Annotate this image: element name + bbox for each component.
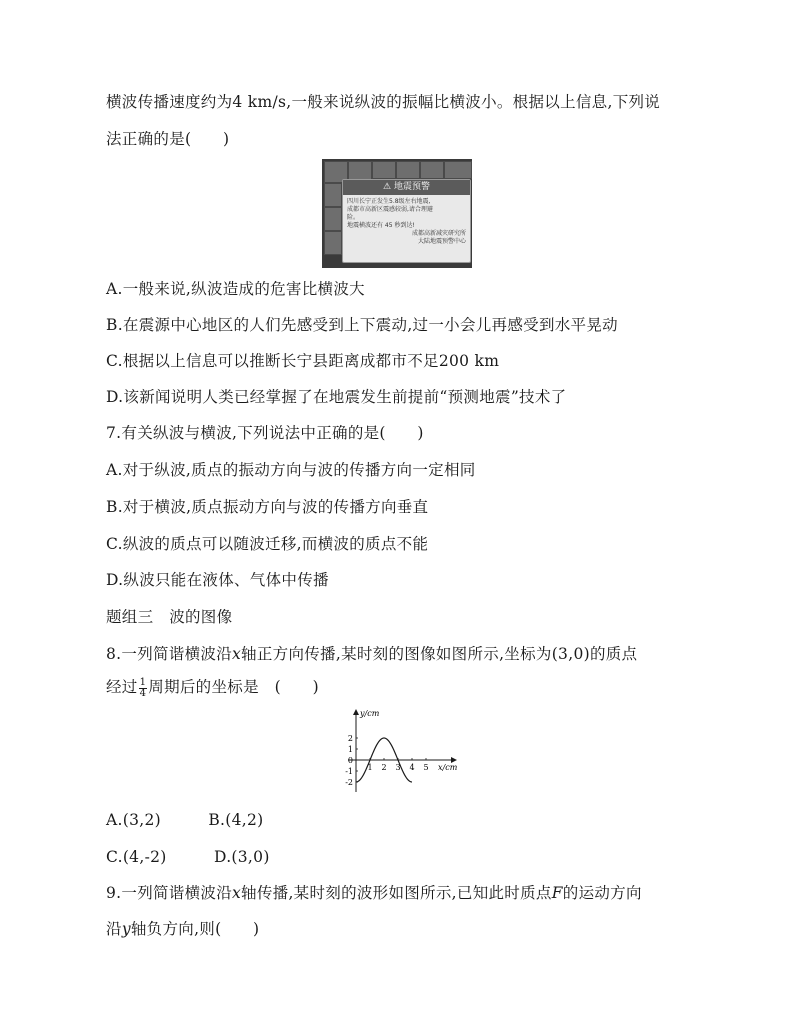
alert-org-line: 成都高新减灾研究所 bbox=[411, 230, 466, 237]
alert-org-line: 大陆地震预警中心 bbox=[417, 238, 466, 245]
q9-text: 的运动方向 bbox=[562, 884, 642, 902]
alert-body-line: 地震横波还有 45 秒到达! bbox=[347, 222, 415, 229]
alert-dialog bbox=[342, 179, 471, 263]
q9-text: 轴传播,某时刻的波形如图所示,已知此时质点 bbox=[241, 884, 552, 902]
q8-var-x: x bbox=[232, 645, 242, 663]
q7-option-c: C.纵波的质点可以随波迁移,而横波的质点不能 bbox=[106, 535, 429, 553]
q9-var-x: x bbox=[232, 884, 242, 902]
q8-stem-line2 bbox=[106, 676, 319, 699]
q9-text: 轴负方向,则( ) bbox=[130, 920, 260, 938]
q7-option-b: B.对于横波,质点振动方向与波的传播方向垂直 bbox=[106, 498, 429, 516]
warning-triangle-icon: ⚠ bbox=[382, 182, 392, 192]
q9-text: 沿 bbox=[106, 920, 122, 938]
fraction-numerator: 1 bbox=[139, 676, 147, 688]
x-tick-label: 1 bbox=[367, 763, 373, 772]
q8-text: 经过 bbox=[106, 678, 138, 696]
q8-text: 8.一列简谐横波沿 bbox=[106, 645, 232, 663]
q9-var-f: F bbox=[551, 884, 563, 902]
alert-body-line: 成都市高新区震感较弱,请合理避 bbox=[347, 206, 433, 213]
section-heading: 题组三 波的图像 bbox=[106, 608, 233, 626]
wave-graph bbox=[334, 704, 464, 798]
q7-option-a: A.对于纵波,质点的振动方向与波的传播方向一定相同 bbox=[106, 461, 476, 479]
q6-stem-line2: 法正确的是( ) bbox=[106, 130, 230, 148]
q6-stem-line1: 横波传播速度约为4 km/s,一般来说纵波的振幅比横波小。根据以上信息,下列说 bbox=[106, 93, 661, 111]
y-tick-label: -2 bbox=[345, 778, 353, 787]
y-tick-label: 0 bbox=[347, 756, 353, 765]
y-axis-label: y/cm bbox=[360, 709, 380, 718]
q6-option-b: B.在震源中心地区的人们先感受到上下震动,过一小会儿再感受到水平晃动 bbox=[106, 316, 618, 334]
fraction-one-quarter bbox=[139, 678, 148, 699]
q8-text: 周期后的坐标是 ( ) bbox=[148, 678, 319, 696]
x-tick-label: 2 bbox=[381, 763, 387, 772]
y-tick-label: 1 bbox=[347, 745, 353, 754]
q6-option-a: A.一般来说,纵波造成的危害比横波大 bbox=[106, 280, 365, 298]
earthquake-alert-photo bbox=[322, 159, 472, 268]
y-tick-label: 2 bbox=[347, 734, 353, 743]
x-tick-label: 4 bbox=[409, 763, 415, 772]
x-tick-label: 5 bbox=[423, 763, 429, 772]
x-axis-label: x/cm bbox=[438, 763, 458, 772]
q6-option-d: D.该新闻说明人类已经掌握了在地震发生前提前“预测地震”技术了 bbox=[106, 388, 567, 406]
q9-text: 9.一列简谐横波沿 bbox=[106, 884, 232, 902]
q6-option-c: C.根据以上信息可以推断长宁县距离成都市不足200 km bbox=[106, 352, 500, 370]
y-tick-label: -1 bbox=[345, 767, 353, 776]
q8-stem-line1 bbox=[106, 643, 637, 665]
q8-options-ab: A.(3,2) B.(4,2) bbox=[106, 811, 264, 829]
fraction-denominator: 4 bbox=[139, 687, 147, 699]
q9-stem-line1 bbox=[106, 882, 642, 904]
alert-body-line: 险。 bbox=[347, 214, 360, 221]
q7-stem: 7.有关纵波与横波,下列说法中正确的是( ) bbox=[106, 424, 424, 442]
q9-stem-line2 bbox=[106, 918, 259, 940]
q8-options-cd: C.(4,-2) D.(3,0) bbox=[106, 848, 270, 866]
q8-text: 轴正方向传播,某时刻的图像如图所示,坐标为(3,0)的质点 bbox=[241, 645, 638, 663]
alert-title: 地震预警 bbox=[394, 182, 431, 192]
alert-body-line: 四川长宁正发生5.8级左右地震, bbox=[347, 198, 431, 205]
x-tick-label: 3 bbox=[395, 763, 401, 772]
q7-option-d: D.纵波只能在液体、气体中传播 bbox=[106, 571, 329, 589]
q9-var-y: y bbox=[121, 920, 131, 938]
